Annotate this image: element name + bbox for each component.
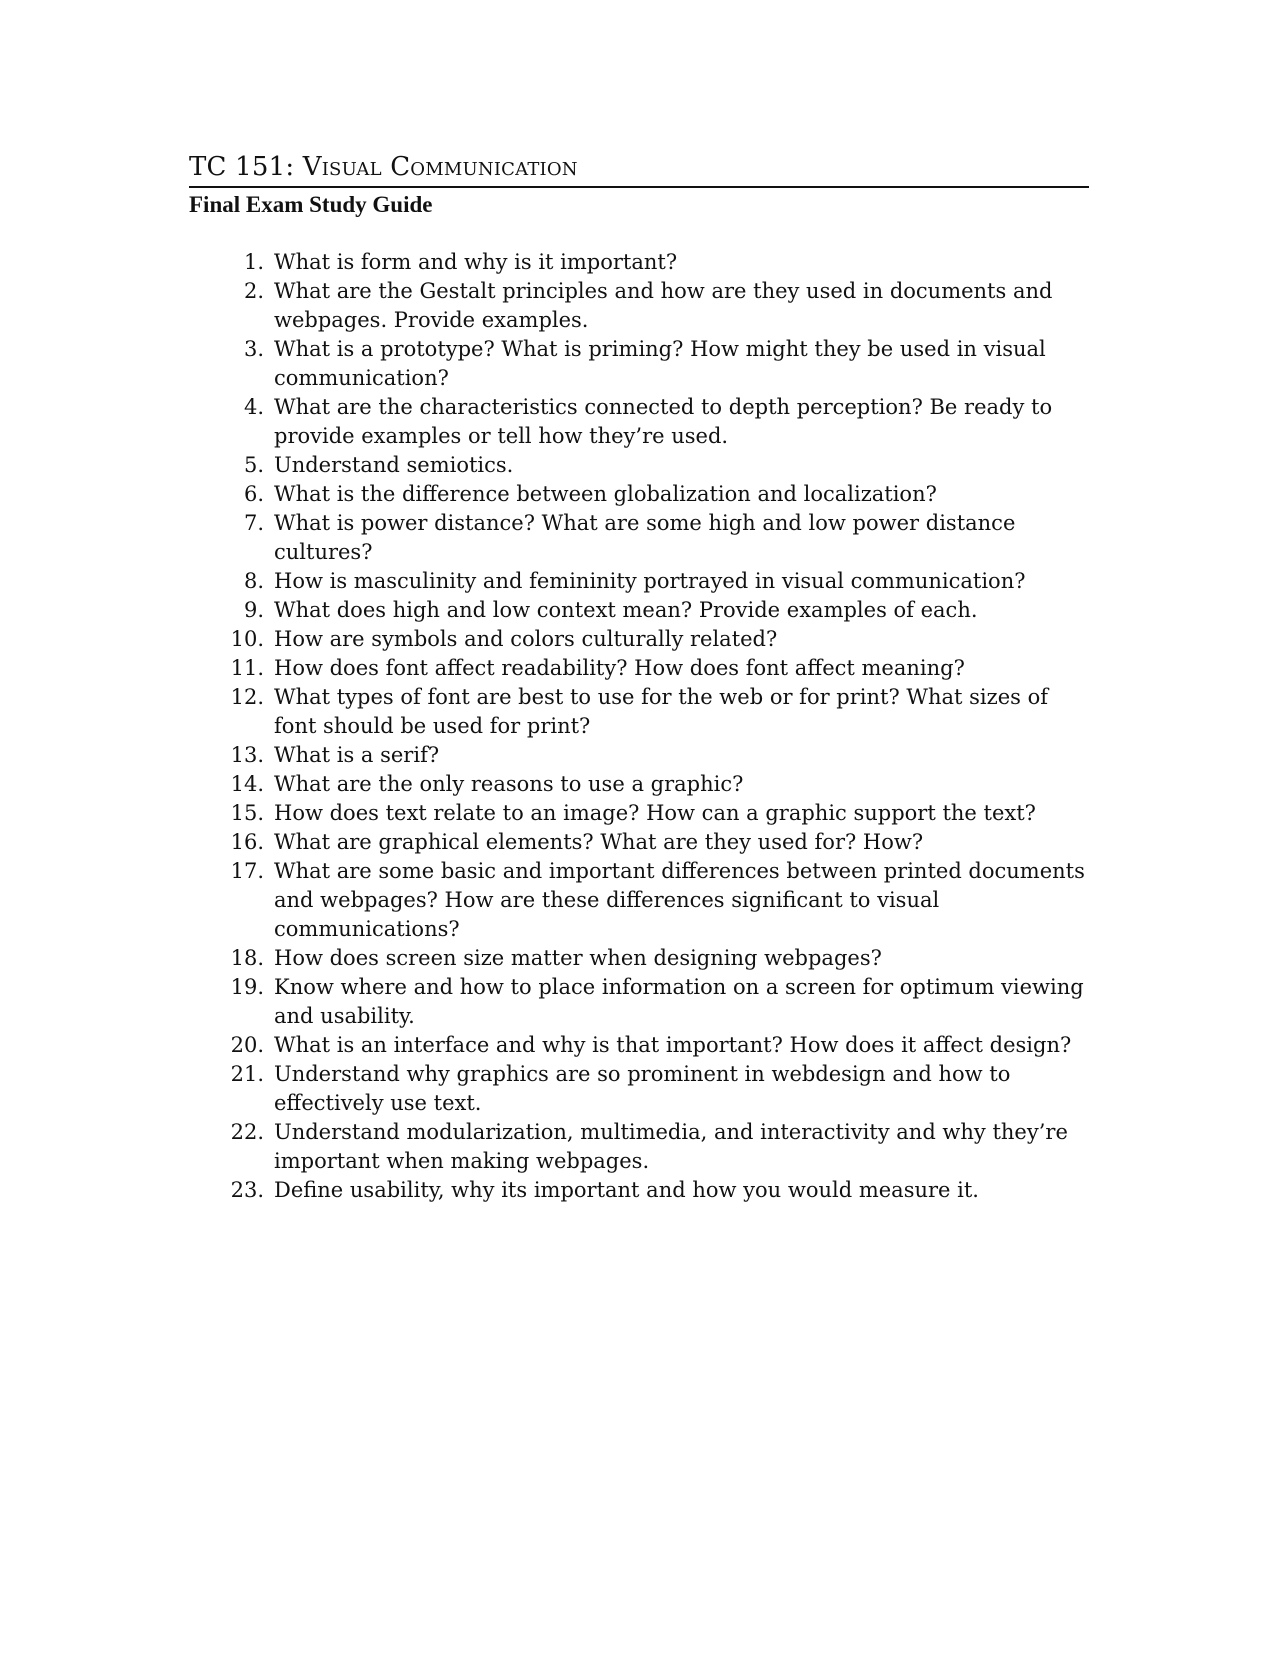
question-text: What are graphical elements? What are they used for? How? [274, 830, 924, 854]
question-number: 12. [230, 685, 264, 709]
question-item [189, 944, 1089, 973]
course-title: TC 151: Visual Communication [189, 150, 1089, 188]
question-item [189, 451, 1089, 480]
question-number: 10. [230, 627, 264, 651]
question-number: 21. [230, 1062, 264, 1086]
question-item [189, 1176, 1089, 1205]
question-number: 2. [243, 279, 264, 303]
question-item [189, 857, 1089, 944]
question-number: 22. [230, 1120, 264, 1144]
question-text: How is masculinity and femininity portrayed in visual communication? [274, 569, 1026, 593]
question-text: What is an interface and why is that important? How does it affect design? [274, 1033, 1072, 1057]
document-subtitle: Final Exam Study Guide [189, 192, 433, 217]
question-number: 3. [243, 337, 264, 361]
question-text: Understand why graphics are so prominent in webdesign and how to effectively use text. [274, 1062, 1011, 1115]
question-item [189, 248, 1089, 277]
question-text: What is a prototype? What is priming? How might they be used in visual communication? [274, 337, 1046, 390]
question-text: What is power distance? What are some high and low power distance cultures? [274, 511, 1016, 564]
document-page [189, 150, 1089, 1205]
question-number: 19. [230, 975, 264, 999]
question-text: What are some basic and important differences between printed documents and webpages? How are these differences significant to visual communications? [274, 859, 1085, 941]
question-text: Understand modularization, multimedia, and interactivity and why they’re important when making webpages. [274, 1120, 1068, 1173]
question-text: What does high and low context mean? Provide examples of each. [274, 598, 978, 622]
question-number: 18. [230, 946, 264, 970]
question-item [189, 799, 1089, 828]
question-number: 14. [230, 772, 264, 796]
question-item [189, 828, 1089, 857]
question-number: 17. [230, 859, 264, 883]
question-text: How does text relate to an image? How can a graphic support the text? [274, 801, 1036, 825]
question-item [189, 277, 1089, 335]
question-text: What types of font are best to use for the web or for print? What sizes of font should be used for print? [274, 685, 1048, 738]
question-item [189, 625, 1089, 654]
question-item [189, 480, 1089, 509]
question-number: 11. [230, 656, 264, 680]
question-item [189, 596, 1089, 625]
question-item [189, 654, 1089, 683]
question-text: What is the difference between globalization and localization? [274, 482, 937, 506]
question-text: How does screen size matter when designing webpages? [274, 946, 882, 970]
question-number: 9. [243, 598, 264, 622]
question-item [189, 1060, 1089, 1118]
question-text: What are the only reasons to use a graphic? [274, 772, 744, 796]
question-number: 4. [243, 395, 264, 419]
question-number: 8. [243, 569, 264, 593]
question-text: What is a serif? [274, 743, 440, 767]
question-number: 15. [230, 801, 264, 825]
question-text: Know where and how to place information on a screen for optimum viewing and usability. [274, 975, 1084, 1028]
question-text: How are symbols and colors culturally related? [274, 627, 778, 651]
question-item [189, 567, 1089, 596]
question-item [189, 683, 1089, 741]
question-item [189, 741, 1089, 770]
question-item [189, 1031, 1089, 1060]
question-item [189, 770, 1089, 799]
question-item [189, 509, 1089, 567]
question-text: How does font affect readability? How does font affect meaning? [274, 656, 965, 680]
question-item [189, 973, 1089, 1031]
question-number: 20. [230, 1033, 264, 1057]
question-number: 7. [243, 511, 264, 535]
question-list [189, 248, 1089, 1205]
question-text: Define usability, why its important and how you would measure it. [274, 1178, 979, 1202]
question-text: What are the Gestalt principles and how are they used in documents and webpages. Provide examples. [274, 279, 1053, 332]
question-number: 1. [243, 250, 264, 274]
question-text: Understand semiotics. [274, 453, 514, 477]
question-number: 6. [243, 482, 264, 506]
question-number: 5. [243, 453, 264, 477]
question-item [189, 393, 1089, 451]
question-text: What are the characteristics connected to depth perception? Be ready to provide examples or tell how they’re used. [274, 395, 1053, 448]
question-item [189, 335, 1089, 393]
question-item [189, 1118, 1089, 1176]
question-number: 23. [230, 1178, 264, 1202]
question-text: What is form and why is it important? [274, 250, 678, 274]
question-number: 16. [230, 830, 264, 854]
question-number: 13. [230, 743, 264, 767]
